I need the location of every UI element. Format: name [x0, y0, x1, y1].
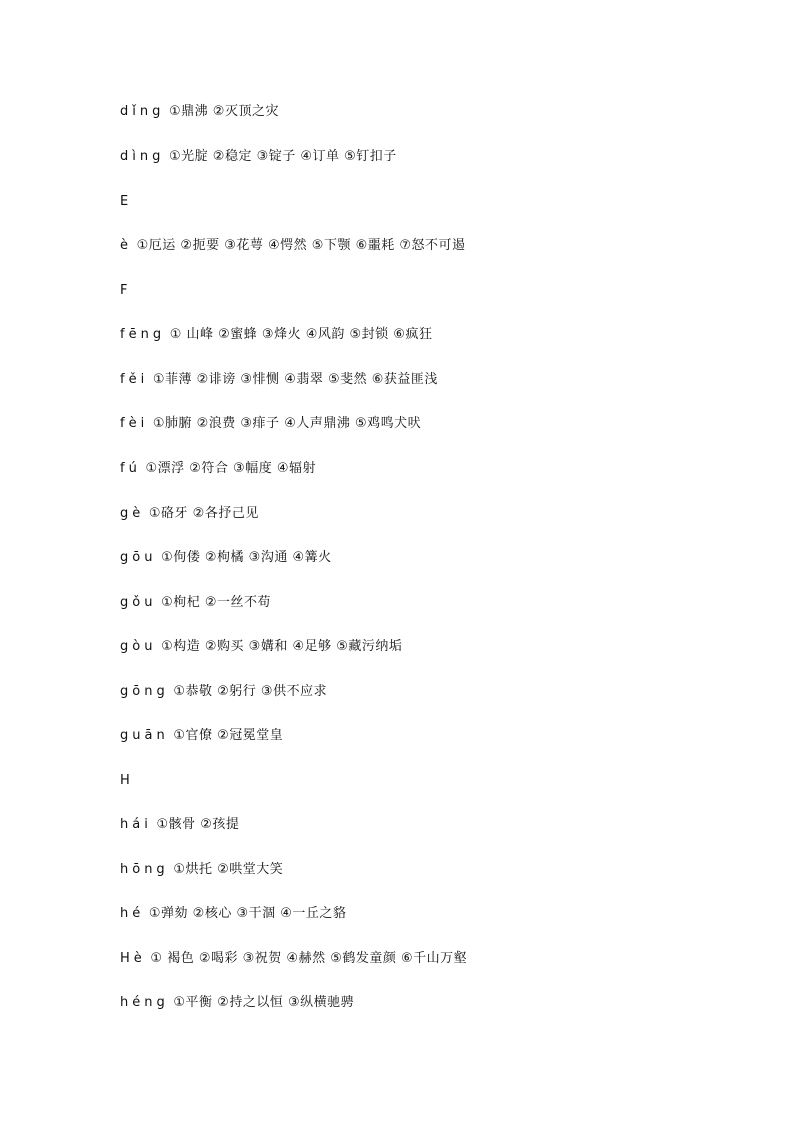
entry-e4	[120, 238, 466, 254]
entry-fei4	[120, 416, 421, 432]
pinyin: è	[120, 238, 132, 253]
word-list: ①厄运 ②扼要 ③花萼 ④愕然 ⑤下颚 ⑥噩耗 ⑦怒不可遏	[136, 238, 466, 253]
word-list: ①鼎沸 ②灭顶之灾	[169, 104, 279, 119]
word-list: ①枸杞 ②一丝不苟	[161, 595, 272, 610]
entry-gou4	[120, 639, 402, 655]
entry-fu2	[120, 461, 316, 477]
word-list: ①光腚 ②稳定 ③锭子 ④订单 ⑤钉扣子	[169, 149, 397, 164]
entry-gou1	[120, 550, 332, 566]
word-list: ①烘托 ②哄堂大笑	[173, 862, 284, 877]
pinyin: gòu	[120, 639, 157, 654]
word-list: ①弹劾 ②核心 ③干涸 ④一丘之貉	[148, 906, 347, 921]
pinyin: gōng	[120, 684, 169, 699]
pinyin: héng	[120, 995, 169, 1010]
section-letter-e: E	[120, 194, 129, 209]
word-list: ①骸骨 ②孩提	[156, 817, 240, 832]
pinyin: Hè	[120, 951, 146, 966]
pinyin: dìng	[120, 149, 165, 164]
word-list: ①官僚 ②冠冕堂皇	[173, 728, 284, 743]
word-list: ①肺腑 ②浪费 ③痱子 ④人声鼎沸 ⑤鸡鸣犬吠	[152, 416, 422, 431]
entry-hong1	[120, 862, 283, 878]
pinyin: hé	[120, 906, 145, 921]
entry-he4	[120, 951, 467, 967]
word-list: ①硌牙 ②各抒己见	[148, 506, 259, 521]
pinyin: fèi	[120, 416, 149, 431]
entry-gong1	[120, 684, 327, 700]
section-letter-h: H	[120, 773, 131, 788]
word-list: ①漂浮 ②符合 ③幅度 ④辐射	[145, 461, 316, 476]
entry-gou3	[120, 595, 271, 611]
entry-feng1	[120, 327, 432, 343]
pinyin: fēng	[120, 327, 166, 342]
pinyin: fú	[120, 461, 141, 476]
entry-ge4	[120, 506, 259, 522]
pinyin: gǒu	[120, 595, 157, 610]
pinyin: dǐng	[120, 104, 165, 119]
pinyin: gè	[120, 506, 145, 521]
word-list: ①平衡 ②持之以恒 ③纵横驰骋	[173, 995, 355, 1010]
entry-guan1	[120, 728, 283, 744]
word-list: ① 山峰 ②蜜蜂 ③烽火 ④风韵 ⑤封锁 ⑥疯狂	[169, 327, 433, 342]
entry-he2	[120, 906, 346, 922]
entry-ding3	[120, 104, 279, 120]
entry-ding4	[120, 149, 397, 165]
pinyin: guān	[120, 728, 169, 743]
word-list: ①恭敬 ②躬行 ③供不应求	[173, 684, 328, 699]
word-list: ①佝偻 ②枸橘 ③沟通 ④篝火	[161, 550, 332, 565]
entry-fei3	[120, 372, 438, 388]
word-list: ① 褐色 ②喝彩 ③祝贺 ④赫然 ⑤鹤发童颜 ⑥千山万壑	[150, 951, 468, 966]
section-letter-f: F	[120, 283, 128, 298]
entry-heng2	[120, 995, 354, 1011]
pinyin: hái	[120, 817, 152, 832]
word-list: ①菲薄 ②诽谤 ③悱恻 ④翡翠 ⑤斐然 ⑥获益匪浅	[152, 372, 438, 387]
pinyin: gōu	[120, 550, 157, 565]
entry-hai2	[120, 817, 239, 833]
pinyin: fěi	[120, 372, 149, 387]
word-list: ①构造 ②购买 ③媾和 ④足够 ⑤藏污纳垢	[161, 639, 403, 654]
pinyin: hōng	[120, 862, 169, 877]
